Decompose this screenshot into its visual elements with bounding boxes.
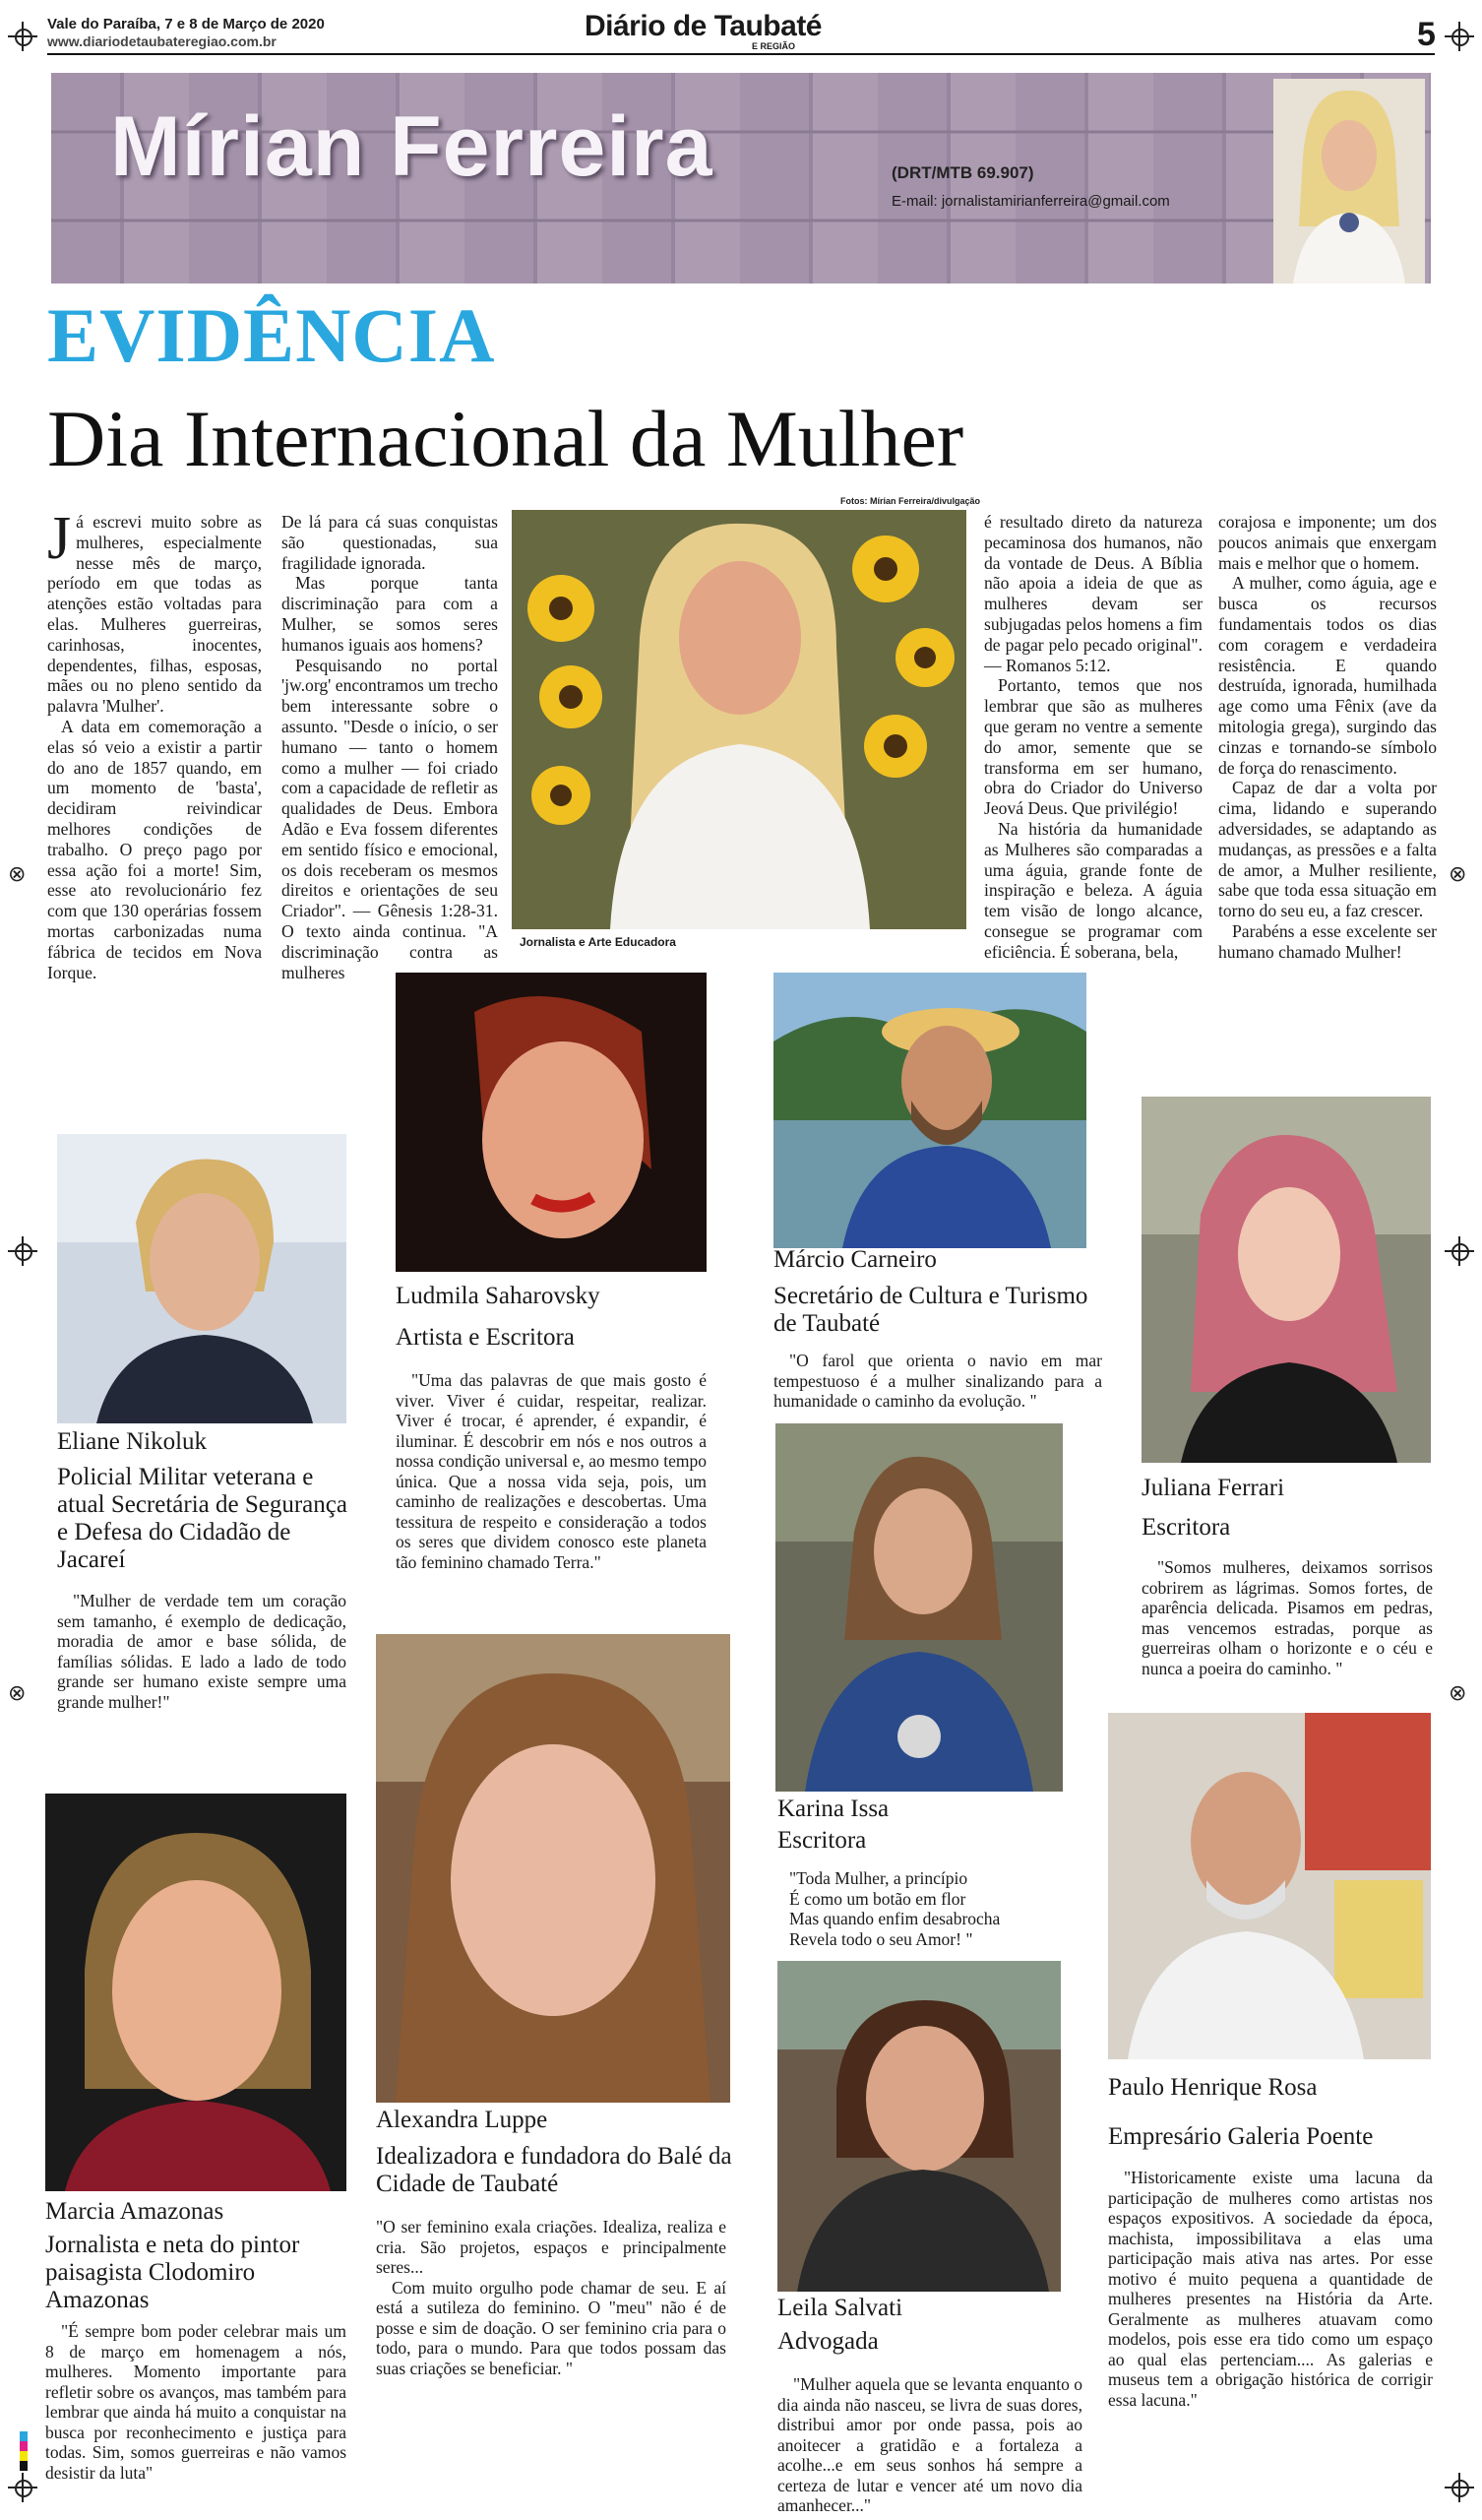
paragraph: Portanto, temos que nos lembrar que são as mulheres que geram no ventre a semente do amor, semente que se transforma em ser humano, obra do Criador do Universo Jeová Deus. Que privilégio! (984, 675, 1203, 819)
article-column-1 (47, 505, 262, 982)
eliane-quote: "Mulher de verdade tem um coração sem tamanho, é exemplo de dedicação, moradia de amor e base sólida, de famílias sólidas. E lado a lado de todo grande ser humano existe sempre uma grande mulher!" (57, 1591, 346, 1712)
registration-mark (8, 1236, 37, 1266)
columnist-name: Mírian Ferreira (110, 99, 713, 194)
crop-x-mark: ⊗ (1449, 862, 1467, 887)
alexandra-quote: "O ser feminino exala criações. Idealiza, realiza e cria. São projetos, espaços e principalmente seres... Com muito orgulho pode chamar de seu. E aí está a sutileza do feminino. O "meu" não é de posse e sim de doação. O ser feminino cria para o todo, para o mundo. Para que todos possam das suas criações se beneficiar. " (376, 2217, 726, 2378)
crop-x-mark: ⊗ (8, 1681, 27, 1706)
leila-quote: "Mulher aquela que se levanta enquanto o dia ainda não nasceu, se livra de suas dores, distribui amor por onde passa, pois ao anoitecer a gratidão e a fortaleza a acolhe...e em seus sonhos há sempre a certeza de lutar e vencer até um novo dia amanhecer..." (777, 2374, 1082, 2515)
registration-mark (1445, 1236, 1474, 1266)
page-number: 5 (1417, 16, 1436, 53)
paulo-photo (1108, 1713, 1431, 2059)
masthead: Diário de Taubaté (585, 10, 822, 42)
paragraph: De lá para cá suas conquistas são questionadas, sua fragilidade ignorada. (281, 512, 498, 573)
marcia-role: Jornalista e neta do pintor paisagista Clodomiro Amazonas (45, 2232, 300, 2313)
marcia-photo (45, 1794, 346, 2191)
paragraph: é resultado direto da natureza pecaminosa dos humanos, não da vontade de Deus. A Bíblia não apoia a ideia de que as mulheres devam ser subjugadas pelos homens a fim de pagar pelo pecado original". — Romanos 5:12. (984, 512, 1203, 675)
paragraph: A data em comemoração a elas só veio a existir a partir do ano de 1857 quando, em um momento de 'basta', decidiram reivindicar melhores condições de trabalho. O preço pago por essa ação foi a morte! Sim, esse ato revolucionário fez com que 130 operárias fossem mortas carbonizadas numa fábrica de tecidos em Nova Iorque. (47, 716, 262, 982)
leila-role: Advogada (777, 2328, 879, 2355)
ludmila-name: Ludmila Saharovsky (396, 1283, 600, 1309)
paulo-name: Paulo Henrique Rosa (1108, 2074, 1318, 2101)
crop-x-mark: ⊗ (8, 862, 27, 887)
paragraph: Pesquisando no portal 'jw.org' encontramos um trecho bem interessante sobre o assunto. "Desde o início, o ser humano — tanto o homem como a mulher — foi criado com a capacidade de refletir as qualidades de Deus. Embora Adão e Eva fossem diferentes em sentido físico e emocional, os dois receberam os mesmos direitos e orientações de seu Criador". — Gênesis 1:28-31. O texto ainda continua. "A discriminação contra as mulheres (281, 655, 498, 982)
columnist-portrait (1273, 79, 1425, 284)
alexandra-role: Idealizadora e fundadora do Balé da Cidade de Taubaté (376, 2143, 732, 2197)
karina-name: Karina Issa (777, 1796, 890, 1822)
article-column-4 (1218, 512, 1437, 963)
color-bar (20, 2431, 28, 2471)
dropcap: J (47, 505, 72, 572)
juliana-name: Juliana Ferrari (1142, 1475, 1285, 1501)
paragraph: Na história da humanidade as Mulheres são comparadas a uma águia, grande fonte de inspiração e beleza. A águia tem visão de longo alcance, consegue se programar com eficiência. É soberana, bela, (984, 818, 1203, 962)
header-rule (47, 53, 1435, 55)
ludmila-quote: "Uma das palavras de que mais gosto é viver. Viver é cuidar, respeitar, realizar. Viver é trocar, é aprender, é expandir, é iluminar. É descobrir em nós e nos outros a nossa condição universal e, ao mesmo tempo única. Que a nossa vida seja, pois, um caminho de realizações e descobertas. Uma tessitura de respeito e consideração a todos os seres que dividem conosco este planeta tão feminino chamado Terra." (396, 1370, 707, 1572)
juliana-quote: "Somos mulheres, deixamos sorrisos cobrirem as lágrimas. Somos fortes, de aparência delicada. Pisamos em pedras, mas vencemos estradas, porque as guerreiras olham o horizonte e o céu e nunca a poeira do caminho. " (1142, 1557, 1433, 1678)
marcio-name: Márcio Carneiro (773, 1246, 937, 1273)
email[interactable]: E-mail: jornalistamirianferreira@gmail.com (892, 193, 1170, 210)
article-column-3 (984, 512, 1203, 963)
photo-caption: Jornalista e Arte Educadora (520, 935, 676, 949)
eliane-photo (57, 1134, 346, 1423)
karina-quote: "Toda Mulher, a princípio É como um botão em flor Mas quando enfim desabrocha Revela todo o seu Amor! " (789, 1868, 1001, 1949)
leila-name: Leila Salvati (777, 2295, 903, 2321)
registration-mark (1445, 22, 1474, 51)
ludmila-photo (396, 973, 707, 1272)
paragraph: Mas porque tanta discriminação para com a Mulher, se somos seres humanos iguais aos homens? (281, 573, 498, 655)
paragraph: á escrevi muito sobre as mulheres, especialmente nesse mês de março, período em que todas as atenções estão voltadas para elas. Mulheres guerreiras, carinhosas, inocentes, dependentes, filhas, esposas, mães ou no pleno sentido da palavra 'Mulher'. (47, 512, 262, 717)
juliana-photo (1142, 1097, 1431, 1463)
photo-credit: Fotos: Mírian Ferreira/divulgação (840, 496, 981, 506)
marcio-quote: "O farol que orienta o navio em mar tempestuoso é a mulher sinalizando para a humanidade o caminho da evolução. " (773, 1351, 1102, 1411)
karina-role: Escritora (777, 1827, 867, 1854)
website[interactable]: www.diariodetaubateregiao.com.br (47, 33, 277, 49)
marcia-quote: "É sempre bom poder celebrar mais um 8 de março em homenagem a nós, mulheres. Momento importante para refletir sobre os avanços, mas também para lembrar que ainda há muito a conquistar na busca por reconhecimento e justiça para todas. Sim, somos guerreiras e não vamos desistir da luta" (45, 2321, 346, 2483)
juliana-role: Escritora (1142, 1514, 1231, 1541)
paragraph: corajosa e imponente; um dos poucos animais que enxergam mais e melhor que o homem. (1218, 512, 1437, 573)
article-column-2 (281, 512, 498, 982)
karina-photo (775, 1423, 1063, 1792)
eliane-role: Policial Militar veterana e atual Secretária de Segurança e Defesa do Cidadão de Jacareí (57, 1464, 347, 1573)
masthead-sub: E REGIÃO (752, 41, 796, 51)
paulo-quote: "Historicamente existe uma lacuna da participação de mulheres como artistas nos espaços expositivos. A sociedade da época, machista, impossibilitava a elas uma participação mais ativa nas artes. Por esse motivo é muito pequena a quantidade de mulheres presentes na História da Arte. Geralmente as mulheres atuavam como modelos, pois esse era tido como um espaço ao qual elas pertenciam.... As galerias e museus tem a obrigação histórica de corrigir essa lacuna." (1108, 2168, 1433, 2410)
ludmila-role: Artista e Escritora (396, 1324, 575, 1351)
location-date: Vale do Paraíba, 7 e 8 de Março de 2020 (47, 16, 325, 32)
eliane-name: Eliane Nikoluk (57, 1428, 208, 1455)
marcia-name: Marcia Amazonas (45, 2198, 224, 2225)
paragraph: A mulher, como águia, age e busca os recursos fundamentais todos os dias com coragem e verdadeira resistência. E quando destruída, ignorada, humilhada age como uma Fênix (ave da mitologia grega), surgindo das cinzas e tornando-se símbolo de força do renascimento. (1218, 573, 1437, 778)
paragraph: Capaz de dar a volta por cima, lidando e superando adversidades, se adaptando as mudanças, as pressões e a falta de amor, a Mulher resiliente, sabe que toda essa situação em torno do seu eu, a faz crescer. (1218, 778, 1437, 921)
registration-mark (1445, 2473, 1474, 2502)
main-article-photo (512, 510, 966, 929)
paragraph: Parabéns a esse excelente ser humano chamado Mulher! (1218, 920, 1437, 962)
registration-mark (8, 22, 37, 51)
marcio-role: Secretário de Cultura e Turismo de Taubaté (773, 1283, 1088, 1337)
alexandra-name: Alexandra Luppe (376, 2107, 548, 2133)
registration-mark (8, 2473, 37, 2502)
marcio-photo (773, 973, 1086, 1248)
headline: Dia Internacional da Mulher (47, 394, 964, 483)
paulo-role: Empresário Galeria Poente (1108, 2123, 1374, 2150)
registration-number: (DRT/MTB 69.907) (892, 163, 1034, 182)
crop-x-mark: ⊗ (1449, 1681, 1467, 1706)
leila-photo (777, 1961, 1061, 2292)
kicker: EVIDÊNCIA (47, 292, 496, 378)
alexandra-photo (376, 1634, 730, 2103)
